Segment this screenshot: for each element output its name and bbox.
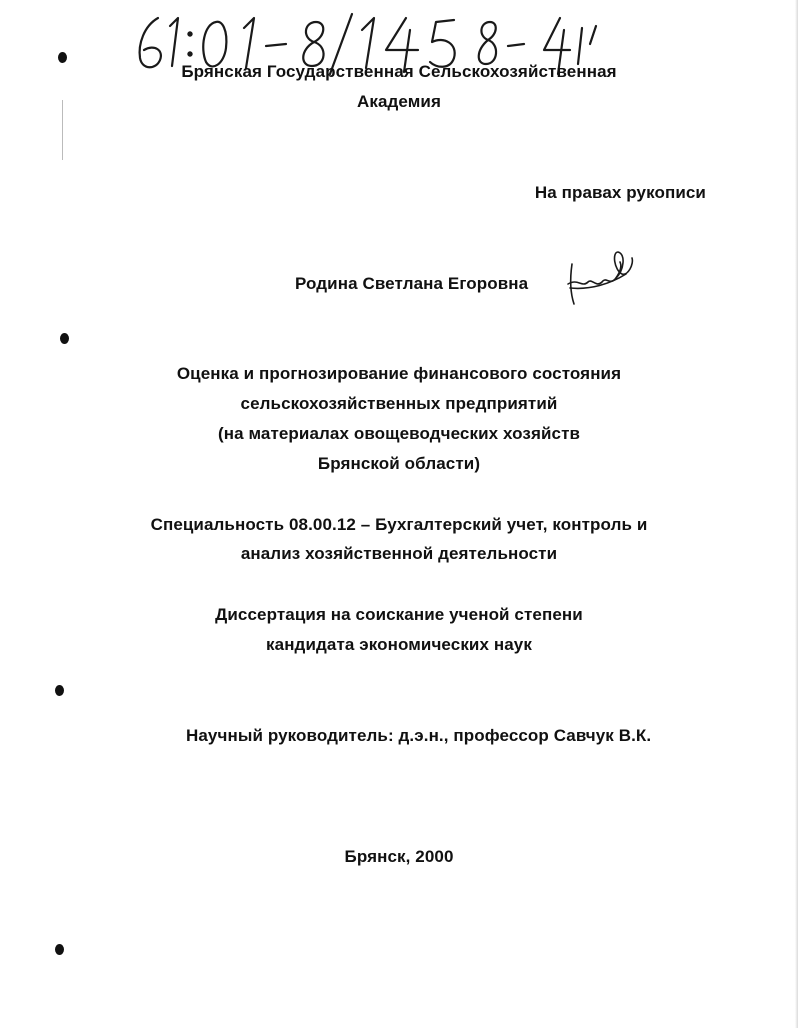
degree-line-1: Диссертация на соискание ученой степени: [215, 605, 583, 624]
title-line-2: сельскохозяйственных предприятий: [240, 394, 558, 413]
punch-hole: [55, 944, 64, 955]
title-line-4: Брянской области): [317, 454, 481, 473]
place-and-year: Брянск, 2000: [344, 847, 454, 866]
institution-line-1: Брянская Государственная Сельскохозяйственная: [181, 62, 617, 81]
margin-mark: [62, 100, 63, 160]
scientific-advisor: Научный руководитель: д.э.н., профессор Савчук В.К.: [186, 726, 652, 745]
degree-line-2: кандидата экономических наук: [266, 635, 532, 654]
specialty-line-2: анализ хозяйственной деятельности: [240, 544, 558, 563]
specialty-line-1: Специальность 08.00.12 – Бухгалтерский учет, контроль и: [150, 515, 648, 534]
punch-hole: [55, 685, 64, 696]
title-line-3: (на материалах овощеводческих хозяйств: [217, 424, 581, 443]
manuscript-rights: На правах рукописи: [534, 183, 706, 202]
author-name: Родина Светлана Егоровна: [295, 274, 529, 293]
institution-line-2: Академия: [356, 92, 441, 111]
title-line-1: Оценка и прогнозирование финансового состояния: [176, 364, 622, 383]
punch-hole: [58, 52, 67, 63]
punch-hole: [60, 333, 69, 344]
author-signature: [560, 244, 640, 310]
